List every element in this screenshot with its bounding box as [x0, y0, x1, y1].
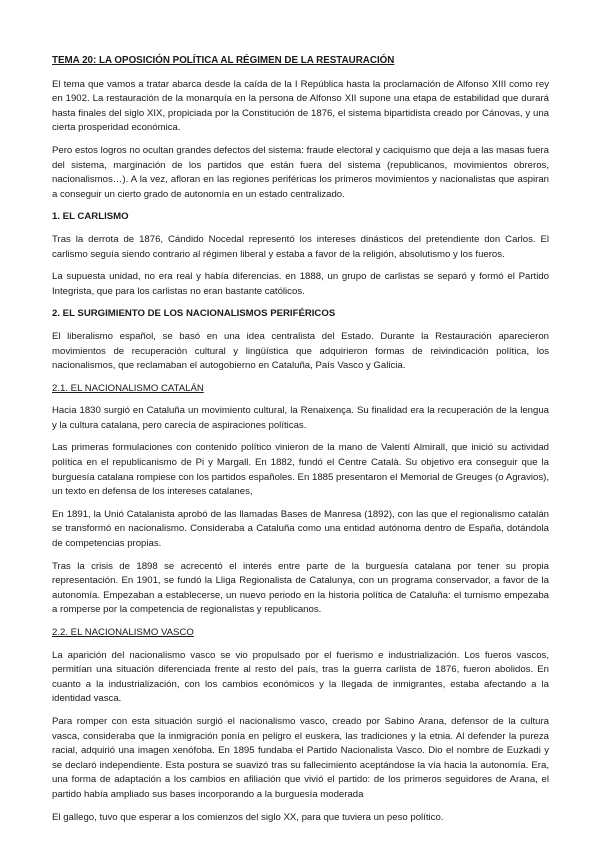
intro-paragraph: El tema que vamos a tratar abarca desde la caída de la I República hasta la proclamación de Alfonso XIII como rey en 1902. La restauración de la monarquía en la persona de Alfonso XII supone una etapa de estabilidad que durará hasta finales del siglo XIX, propiciada por la Constitución de 1876, el sistema bipartidista creado por Cánovas, y una cierta prosperidad económica. [52, 78, 549, 134]
catalan-paragraph: Tras la crisis de 1898 se acrecentó el interés entre parte de la burguesía catalana por tener su propia representación. En 1901, se fundó la Lliga Regionalista de Catalunya, con un programa conservador, a favor de la autonomía. Empezaban a establecerse, un nuevo periodo en la historia política de Cataluña: el turnismo empezaba a romperse por la competencia de regionalistas y republicanos. [52, 560, 549, 616]
catalan-paragraph: En 1891, la Unió Catalanista aprobó de las llamadas Bases de Manresa (1892), con las que el regionalismo catalán se transformó en nacionalismo. Consideraba a Cataluña como una entidad autónoma dentro de España, dotándola de competencias propias. [52, 508, 549, 550]
document-title: TEMA 20: LA OPOSICIÓN POLÍTICA AL RÉGIMEN DE LA RESTAURACIÓN [52, 55, 395, 66]
vasco-paragraph: La aparición del nacionalismo vasco se vio propulsado por el fuerismo e industrialización. Los fueros vascos, permitían una situación diferenciada frente al resto del país, tras la guerra carlista de 1876, fueron abolidos. En cuanto a la industrialización, con los cambios económicos y la llegada de inmigrantes, estaba afectando a la identidad vasca. [52, 649, 549, 705]
vasco-paragraph: El gallego, tuvo que esperar a los comienzos del siglo XX, para que tuviera un peso político. [52, 811, 444, 823]
document-page [52, 54, 549, 833]
subsection-heading-catalan: 2.1. EL NACIONALISMO CATALÁN [52, 382, 204, 394]
vasco-paragraph: Para romper con esta situación surgió el nacionalismo vasco, creado por Sabino Arana, defensor de la cultura vasca, consideraba que la inmigración ponía en peligro el euskera, las tradiciones y la etnia. Al defender la pureza racial, adquirió una imagen xenófoba. En 1895 fundaba el Partido Nacionalista Vasco. Dio el nombre de Euzkadi y se declaró independiente. Esta postura se suavizó tras su fallecimiento aceptándose la vía hacia la autonomía. Era, una forma de adaptación a los cambios en afiliación que vivió el partido: de los primeros seguidores de Arana, el partido había ampliado sus bases incorporando a la burguesía moderada [52, 715, 549, 800]
catalan-paragraph: Las primeras formulaciones con contenido político vinieron de la mano de Valentí Almirall, que inició su actividad política en el republicanismo de Pi y Margall. En 1882, fundó el Centre Català. Su objetivo era conseguir que la burguesía catalana rompiese con los partidos españoles. En 1885 presentaron el Memorial de Greuges (o Agravios), un texto en defensa de los intereses catalanes, [52, 442, 549, 498]
section-heading-carlismo: 1. EL CARLISMO [52, 211, 129, 223]
catalan-paragraph: Hacia 1830 surgió en Cataluña un movimiento cultural, la Renaixença. Su finalidad era la recuperación de la lengua y la cultura catalana, pero carecía de aspiraciones políticas. [52, 405, 549, 431]
subsection-heading-vasco: 2.2. EL NACIONALISMO VASCO [52, 627, 194, 638]
carlismo-paragraph: La supuesta unidad, no era real y había diferencias. en 1888, un grupo de carlistas se separó y formó el Partido Integrista, que para los carlistas no eran bastante católicos. [52, 271, 549, 297]
carlismo-paragraph: Tras la derrota de 1876, Cándido Nocedal representó los intereses dinásticos del pretendiente don Carlos. El carlismo seguía siendo contrario al régimen liberal y estaba a favor de la religión, absolutismo y los fueros. [52, 233, 549, 260]
section-heading-nacionalismos: 2. EL SURGIMIENTO DE LOS NACIONALISMOS PERIFÉRICOS [52, 308, 336, 320]
nacionalismos-paragraph: El liberalismo español, se basó en una idea centralista del Estado. Durante la Restauración aparecieron movimientos de recuperación cultural y lingüística que adquirieron formas de reivindicación política, los nacionalismos, que reclamaban el autogobierno en Cataluña, País Vasco y Galicia. [52, 330, 549, 372]
intro-paragraph: Pero estos logros no ocultan grandes defectos del sistema: fraude electoral y caciquismo que deja a las masas fuera del sistema, marginación de los partidos que están fuera del sistema (republicanos, movimientos obreros, nacionalismos…). A la vez, afloran en las regiones periféricas los primeros movimientos y nacionalistas que aspiran a conseguir un cierto grado de autonomía en un estado centralizado. [52, 144, 549, 200]
